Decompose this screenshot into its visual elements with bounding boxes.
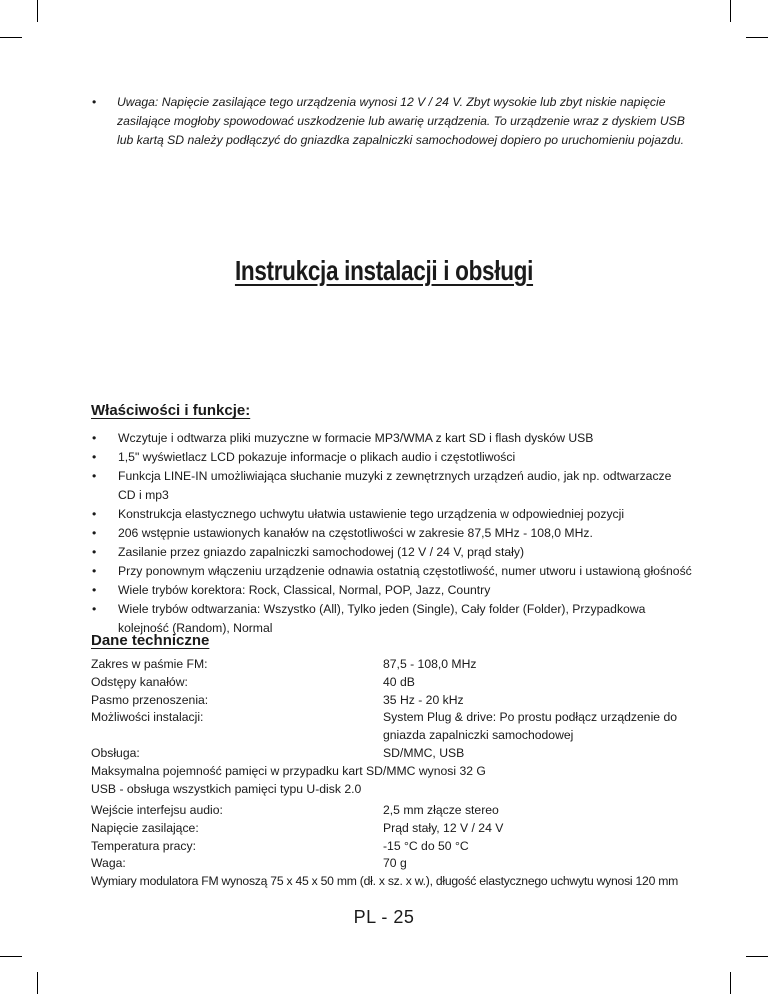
spec-row: [91, 656, 711, 674]
note-text: Uwaga: Napięcie zasilające tego urządzenia wynosi 12 V / 24 V. Zbyt wysokie lub zbyt niskie napięcie zasilające mogłoby spowodować uszkodzenie lub awarię urządzenia. To urządzenie wraz z dyskiem USB lub kartą SD należy podłączyć do gniazdka zapalniczki samochodowej dopiero po uruchomieniu pojazdu.: [117, 95, 685, 147]
memory-capacity-line: Maksymalna pojemność pamięci w przypadku kart SD/MMC wynosi 32 G: [91, 763, 486, 778]
spec-value: -15 °C do 50 °C: [383, 838, 469, 853]
crop-mark-bottom-left-v: [37, 972, 38, 994]
crop-mark-bottom-right-v: [730, 972, 731, 994]
list-item: • Wczytuje i odtwarza pliki muzyczne w formacie MP3/WMA z kart SD i flash dysków USB: [92, 431, 594, 445]
spec-row: [91, 745, 711, 763]
crop-mark-top-left-h: [0, 37, 22, 38]
note-bullet: •: [92, 95, 97, 109]
crop-mark-bottom-left-h: [0, 956, 22, 957]
spec-row: [91, 838, 711, 856]
spec-label: Waga:: [91, 856, 126, 871]
list-item: • Wiele trybów korektora: Rock, Classical, Normal, POP, Jazz, Country: [92, 583, 491, 597]
spec-row: [91, 802, 711, 820]
spec-row: [91, 820, 711, 838]
spec-row: [91, 855, 711, 873]
page-title: Instrukcja instalacji i obsługi: [234, 255, 534, 286]
spec-label: Możliwości instalacji:: [91, 710, 204, 725]
spec-value: 70 g: [383, 856, 407, 871]
list-item: • Funkcja LINE-IN umożliwiająca słuchanie muzyki z zewnętrznych urządzeń audio, jak np. odtwarzacze CD i mp3: [92, 469, 672, 502]
usb-support-line: USB - obsługa wszystkich pamięci typu U-disk 2.0: [91, 781, 362, 796]
spec-label: Pasmo przenoszenia:: [91, 692, 209, 707]
spec-row: [91, 674, 711, 692]
specs-block-2: [91, 802, 711, 891]
spec-row: [91, 692, 711, 710]
features-heading: Właściwości i funkcje:: [91, 402, 251, 419]
spec-value: System Plug & drive: Po prostu podłącz urządzenie do gniazda zapalniczki samochodowej: [383, 710, 678, 743]
spec-value: 2,5 mm złącze stereo: [383, 803, 499, 817]
list-item: • Wiele trybów odtwarzania: Wszystko (All), Tylko jeden (Single), Cały folder (Folder), Przypadkowa kolejność (Random), Normal: [92, 602, 646, 635]
features-list: [92, 429, 692, 638]
list-item: • 206 wstępnie ustawionych kanałów na częstotliwości w zakresie 87,5 MHz - 108,0 MHz.: [92, 526, 593, 540]
crop-mark-bottom-right-h: [746, 956, 768, 957]
spec-label: Wejście interfejsu audio:: [91, 803, 223, 817]
spec-value: Prąd stały, 12 V / 24 V: [383, 820, 504, 835]
list-item: • 1,5" wyświetlacz LCD pokazuje informacje o plikach audio i częstotliwości: [92, 450, 516, 464]
spec-value: 87,5 - 108,0 MHz: [383, 657, 477, 671]
spec-row: [91, 709, 711, 745]
spec-value: 40 dB: [383, 674, 415, 689]
spec-label: Napięcie zasilające:: [91, 820, 199, 835]
specs-block-1: [91, 656, 711, 798]
spec-value: 35 Hz - 20 kHz: [383, 692, 464, 707]
crop-mark-top-right-v: [730, 0, 731, 22]
spec-label: Odstępy kanałów:: [91, 674, 188, 689]
spec-label: Temperatura pracy:: [91, 838, 196, 853]
list-item: • Konstrukcja elastycznego uchwytu ułatwia ustawienie tego urządzenia w odpowiedniej pozycji: [92, 507, 625, 521]
list-item: • Przy ponownym włączeniu urządzenie odnawia ostatnią częstotliwość, numer utworu i ustawioną głośność: [92, 564, 692, 578]
warning-note: [92, 93, 692, 150]
list-item: • Zasilanie przez gniazdo zapalniczki samochodowej (12 V / 24 V, prąd stały): [92, 545, 525, 559]
specs-heading: Dane techniczne: [91, 632, 210, 649]
spec-label: Zakres w paśmie FM:: [91, 657, 208, 671]
crop-mark-top-right-h: [746, 37, 768, 38]
dimensions-line: Wymiary modulatora FM wynoszą 75 x 45 x 50 mm (dł. x sz. x w.), długość elastycznego uchwytu wynosi 120 mm: [91, 874, 679, 889]
crop-mark-top-left-v: [37, 0, 38, 22]
spec-value: SD/MMC, USB: [383, 745, 465, 760]
spec-label: Obsługa:: [91, 745, 140, 760]
page-number: PL - 25: [353, 907, 415, 927]
